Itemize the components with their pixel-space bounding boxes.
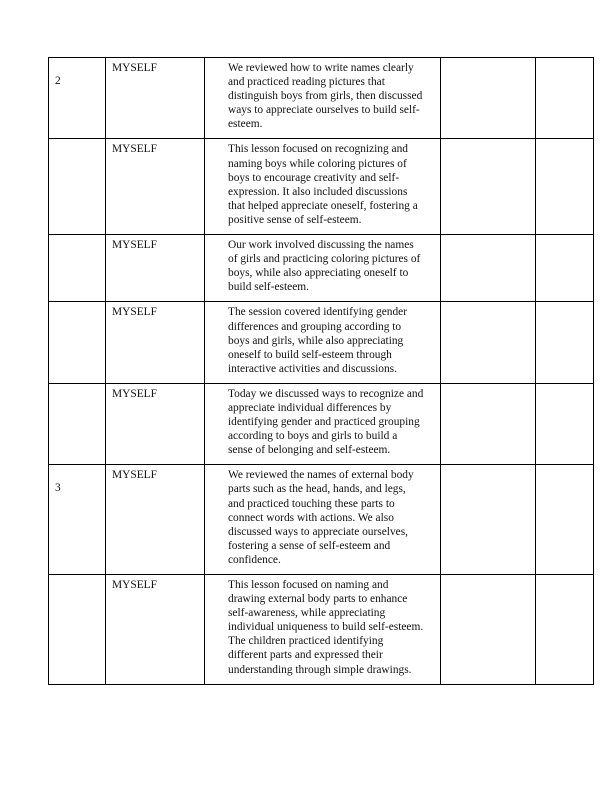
description-line: identifying gender and practiced grouping [228, 416, 420, 429]
remarks-cell [441, 575, 536, 685]
description-line: distinguish boys from girls, then discussed [228, 90, 423, 103]
signature-cell [536, 302, 594, 383]
remarks-cell [441, 235, 536, 302]
description-cell [205, 235, 441, 302]
theme-cell: MYSELF [106, 58, 205, 139]
week-cell [49, 235, 106, 302]
week-cell [49, 575, 106, 685]
description-line: expression. It also included discussions [228, 185, 408, 198]
theme-cell: MYSELF [106, 575, 205, 685]
week-cell: 3 [49, 465, 106, 575]
description-cell [205, 58, 441, 139]
table-row [49, 139, 594, 235]
description-line: This lesson focused on recognizing and [228, 143, 408, 156]
description-line: We reviewed how to write names clearly [228, 62, 414, 74]
description-line: confidence. [228, 553, 281, 566]
week-cell [49, 139, 106, 235]
lesson-record-table [48, 57, 594, 685]
remarks-cell [441, 465, 536, 575]
table-row [49, 575, 594, 685]
description-line: boys, while also appreciating oneself to [228, 267, 409, 280]
remarks-cell [441, 302, 536, 383]
table-row [49, 235, 594, 302]
description-line: We reviewed the names of external body [228, 469, 414, 482]
description-cell [205, 465, 441, 575]
description-line: boys and girls, while also appreciating [228, 334, 404, 347]
signature-cell [536, 575, 594, 685]
table-row [49, 383, 594, 464]
description-line: boys to encourage creativity and self- [228, 171, 400, 184]
description-line: The session covered identifying gender [228, 306, 408, 319]
theme-cell: MYSELF [106, 383, 205, 464]
description-line: esteem. [228, 118, 263, 131]
description-line: Our work involved discussing the names [228, 239, 414, 252]
description-line: parts such as the head, hands, and legs, [228, 483, 406, 496]
description-line: fostering a sense of self-esteem and [228, 539, 391, 552]
description-line: and practiced reading pictures that [228, 76, 385, 89]
description-line: of girls and practicing coloring pictures of [228, 253, 421, 266]
description-line: and practiced touching these parts to [228, 497, 395, 510]
theme-cell: MYSELF [106, 465, 205, 575]
description-line: different parts and expressed their [228, 649, 383, 662]
signature-cell [536, 139, 594, 235]
signature-cell [536, 465, 594, 575]
table-row [49, 302, 594, 383]
table-row [49, 465, 594, 575]
remarks-cell [441, 383, 536, 464]
description-line: connect words with actions. We also [228, 511, 394, 524]
description-line: self-awareness, while appreciating [228, 607, 386, 620]
description-line: drawing external body parts to enhance [228, 593, 408, 606]
description-line: build self-esteem. [228, 281, 309, 294]
description-line: that helped appreciate oneself, fostering a [228, 199, 418, 212]
remarks-cell [441, 58, 536, 139]
week-cell [49, 302, 106, 383]
description-cell [205, 575, 441, 685]
theme-cell: MYSELF [106, 235, 205, 302]
description-cell [205, 383, 441, 464]
description-line: positive sense of self-esteem. [228, 213, 362, 226]
week-cell [49, 383, 106, 464]
week-cell: 2 [49, 58, 106, 139]
description-line: sense of belonging and self-esteem. [228, 444, 391, 457]
table-body [49, 58, 594, 685]
description-cell [205, 139, 441, 235]
description-line: interactive activities and discussions. [228, 362, 397, 375]
signature-cell [536, 58, 594, 139]
table-row [49, 58, 594, 139]
signature-cell [536, 383, 594, 464]
description-line: The children practiced identifying [228, 635, 384, 648]
description-line: understanding through simple drawings. [228, 663, 412, 676]
theme-cell: MYSELF [106, 139, 205, 235]
remarks-cell [441, 139, 536, 235]
description-line: oneself to build self-esteem through [228, 348, 392, 361]
description-line: according to boys and girls to build a [228, 430, 398, 443]
description-line: differences and grouping according to [228, 320, 402, 333]
description-line: individual uniqueness to build self-esteem. [228, 621, 424, 634]
description-line: naming boys while coloring pictures of [228, 157, 407, 170]
signature-cell [536, 235, 594, 302]
description-line: ways to appreciate ourselves to build self- [228, 104, 420, 117]
theme-cell: MYSELF [106, 302, 205, 383]
description-line: appreciate individual differences by [228, 401, 392, 414]
description-line: discussed ways to appreciate ourselves, [228, 525, 408, 538]
description-cell [205, 302, 441, 383]
description-line: This lesson focused on naming and [228, 579, 389, 591]
description-line: Today we discussed ways to recognize and [228, 387, 424, 400]
